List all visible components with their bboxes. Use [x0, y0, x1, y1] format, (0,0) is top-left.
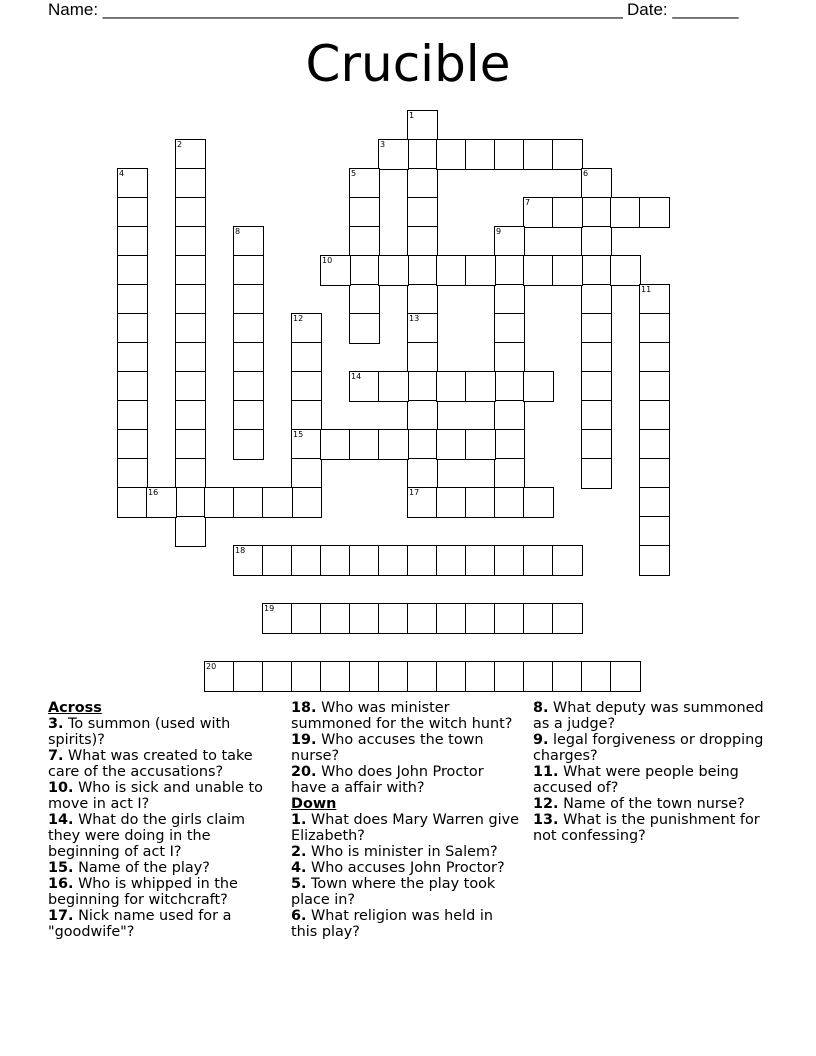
crossword-cell[interactable] — [523, 545, 554, 576]
clue-item — [533, 796, 765, 812]
clue-number: 1. — [291, 812, 307, 828]
crossword-cell[interactable] — [204, 487, 235, 518]
crossword-cell[interactable] — [494, 487, 525, 518]
cell-number: 4 — [119, 169, 125, 178]
clue-text: Who does John Proctor have a affair with? — [291, 764, 484, 796]
crossword-cell[interactable] — [117, 458, 148, 489]
crossword-cell[interactable] — [639, 371, 670, 402]
clue-column-3 — [533, 700, 765, 844]
crossword-cell[interactable] — [494, 313, 525, 344]
crossword-cell[interactable] — [233, 429, 264, 460]
clue-item — [291, 844, 523, 860]
crossword-cell[interactable] — [639, 313, 670, 344]
crossword-cell[interactable] — [494, 371, 525, 402]
crossword-cell[interactable] — [494, 661, 525, 692]
crossword-cell[interactable] — [610, 255, 641, 286]
crossword-cell[interactable] — [494, 545, 525, 576]
clue-number: 9. — [533, 732, 549, 748]
crossword-cell[interactable] — [262, 545, 293, 576]
crossword-cell[interactable] — [349, 371, 380, 402]
clue-item — [533, 732, 765, 764]
crossword-cell[interactable] — [407, 545, 438, 576]
crossword-cell[interactable] — [436, 255, 467, 286]
crossword-cell[interactable] — [320, 545, 351, 576]
crossword-cell[interactable] — [291, 429, 322, 460]
cell-number: 11 — [641, 285, 652, 294]
crossword-cell[interactable] — [552, 545, 583, 576]
crossword-cell[interactable] — [291, 603, 322, 634]
section-heading: Down — [291, 796, 337, 812]
clue-item — [533, 764, 765, 796]
crossword-cell[interactable] — [320, 429, 351, 460]
crossword-cell[interactable] — [581, 284, 612, 315]
cell-number: 13 — [409, 314, 420, 323]
clue-text: Name of the town nurse? — [558, 796, 745, 812]
crossword-cell[interactable] — [320, 603, 351, 634]
clue-text: Who was minister summoned for the witch hunt? — [291, 700, 513, 732]
crossword-cell[interactable] — [494, 400, 525, 431]
crossword-cell[interactable] — [349, 603, 380, 634]
clue-text: Who is sick and unable to move in act I? — [48, 780, 263, 812]
crossword-cell[interactable] — [407, 661, 438, 692]
section-heading: Across — [48, 700, 102, 716]
page-title: Crucible — [305, 35, 511, 93]
crossword-cell[interactable] — [175, 342, 206, 373]
clue-number: 6. — [291, 908, 307, 924]
crossword-cell[interactable] — [233, 313, 264, 344]
crossword-cell[interactable] — [378, 603, 409, 634]
clue-item — [48, 876, 280, 908]
cell-number: 5 — [351, 169, 357, 178]
crossword-cell[interactable] — [117, 429, 148, 460]
crossword-cell[interactable] — [378, 429, 409, 460]
crossword-cell[interactable] — [436, 661, 467, 692]
crossword-cell[interactable] — [523, 487, 554, 518]
crossword-cell[interactable] — [291, 458, 322, 489]
crossword-cell[interactable] — [349, 661, 380, 692]
crossword-cell[interactable] — [494, 603, 525, 634]
crossword-cell[interactable] — [233, 371, 264, 402]
crossword-cell[interactable] — [581, 168, 612, 199]
crossword-cell[interactable] — [175, 226, 206, 257]
cell-number: 10 — [322, 256, 333, 265]
crossword-cell[interactable] — [262, 661, 293, 692]
crossword-cell[interactable] — [581, 342, 612, 373]
clue-number: 8. — [533, 700, 549, 716]
clue-number: 13. — [533, 812, 559, 828]
clue-text: To summon (used with spirits)? — [48, 716, 231, 748]
crossword-cell[interactable] — [552, 603, 583, 634]
crossword-cell[interactable] — [436, 603, 467, 634]
crossword-cell[interactable] — [175, 197, 206, 228]
crossword-cell[interactable] — [291, 487, 322, 518]
crossword-cell[interactable] — [523, 197, 554, 228]
clue-column-1 — [48, 700, 280, 940]
crossword-cell[interactable] — [581, 371, 612, 402]
clue-item — [291, 876, 523, 908]
clue-text: What were people being accused of? — [533, 764, 739, 796]
clue-item — [48, 716, 280, 748]
cell-number: 16 — [148, 488, 159, 497]
clue-number: 4. — [291, 860, 307, 876]
clue-item — [291, 732, 523, 764]
clue-number: 14. — [48, 812, 74, 828]
crossword-cell[interactable] — [436, 429, 467, 460]
crossword-cell[interactable] — [407, 400, 438, 431]
crossword-cell[interactable] — [523, 603, 554, 634]
crossword-cell[interactable] — [523, 661, 554, 692]
crossword-cell[interactable] — [117, 371, 148, 402]
crossword-cell[interactable] — [639, 429, 670, 460]
crossword-cell[interactable] — [117, 400, 148, 431]
crossword-cell[interactable] — [436, 545, 467, 576]
crossword-cell[interactable] — [465, 371, 496, 402]
crossword-cell[interactable] — [349, 313, 380, 344]
crossword-cell[interactable] — [494, 458, 525, 489]
clue-item — [533, 700, 765, 732]
cell-number: 3 — [380, 140, 386, 149]
cell-number: 1 — [409, 111, 415, 120]
crossword-cell[interactable] — [378, 139, 409, 170]
crossword-cell[interactable] — [465, 545, 496, 576]
crossword-cell[interactable] — [117, 226, 148, 257]
clue-number: 10. — [48, 780, 74, 796]
crossword-cell[interactable] — [378, 661, 409, 692]
clue-item — [48, 860, 280, 876]
clue-number: 15. — [48, 860, 74, 876]
crossword-cell[interactable] — [320, 661, 351, 692]
cell-number: 20 — [206, 662, 217, 671]
date-field-label: Date: _______ — [627, 0, 739, 19]
crossword-cell[interactable] — [552, 139, 583, 170]
crossword-cell[interactable] — [436, 487, 467, 518]
crossword-cell[interactable] — [465, 429, 496, 460]
crossword-cell[interactable] — [523, 139, 554, 170]
crossword-cell[interactable] — [407, 603, 438, 634]
clue-text: What is the punishment for not confessing? — [533, 812, 760, 844]
cell-number: 6 — [583, 169, 589, 178]
name-field-label: Name: _______________________________________________________ — [48, 0, 623, 19]
crossword-cell[interactable] — [349, 226, 380, 257]
crossword-cell[interactable] — [639, 197, 670, 228]
crossword-cell[interactable] — [291, 313, 322, 344]
clue-text: Who is minister in Salem? — [306, 844, 498, 860]
crossword-cell[interactable] — [175, 516, 206, 547]
clue-number: 12. — [533, 796, 559, 812]
crossword-cell[interactable] — [494, 226, 525, 257]
crossword-cell[interactable] — [523, 255, 554, 286]
crossword-cell[interactable] — [117, 313, 148, 344]
crossword-cell[interactable] — [175, 255, 206, 286]
clue-number: 16. — [48, 876, 74, 892]
cell-number: 2 — [177, 140, 183, 149]
crossword-cell[interactable] — [320, 255, 351, 286]
crossword-cell[interactable] — [117, 284, 148, 315]
crossword-cell[interactable] — [407, 371, 438, 402]
crossword-cell[interactable] — [639, 516, 670, 547]
crossword-cell[interactable] — [117, 255, 148, 286]
crossword-cell[interactable] — [407, 197, 438, 228]
clue-text: Town where the play took place in? — [291, 876, 496, 908]
crossword-cell[interactable] — [494, 139, 525, 170]
crossword-cell[interactable] — [233, 255, 264, 286]
clue-text: Nick name used for a "goodwife"? — [48, 908, 232, 940]
crossword-cell[interactable] — [581, 400, 612, 431]
cell-number: 14 — [351, 372, 362, 381]
crossword-cell[interactable] — [349, 168, 380, 199]
crossword-cell[interactable] — [117, 342, 148, 373]
cell-number: 8 — [235, 227, 241, 236]
crossword-cell[interactable] — [233, 400, 264, 431]
crossword-cell[interactable] — [233, 342, 264, 373]
clue-text: What religion was held in this play? — [291, 908, 493, 940]
crossword-cell[interactable] — [552, 255, 583, 286]
clue-item — [48, 812, 280, 860]
crossword-cell[interactable] — [581, 661, 612, 692]
crossword-cell[interactable] — [378, 545, 409, 576]
crossword-cell[interactable] — [262, 487, 293, 518]
crossword-cell[interactable] — [639, 400, 670, 431]
clue-text: What do the girls claim they were doing in the beginning of act I? — [48, 812, 246, 860]
clue-number: 3. — [48, 716, 64, 732]
crossword-cell[interactable] — [175, 487, 206, 518]
crossword-cell[interactable] — [146, 487, 177, 518]
clue-item — [291, 764, 523, 796]
crossword-cell[interactable] — [349, 255, 380, 286]
crossword-cell[interactable] — [436, 139, 467, 170]
clue-item — [533, 812, 765, 844]
crossword-cell[interactable] — [407, 110, 438, 141]
crossword-cell[interactable] — [465, 139, 496, 170]
crossword-cell[interactable] — [407, 487, 438, 518]
clue-item — [48, 780, 280, 812]
crossword-cell[interactable] — [233, 487, 264, 518]
crossword-cell[interactable] — [262, 603, 293, 634]
crossword-cell[interactable] — [581, 313, 612, 344]
cell-number: 12 — [293, 314, 304, 323]
clue-column-2 — [291, 700, 523, 940]
crossword-cell[interactable] — [117, 487, 148, 518]
crossword-cell[interactable] — [523, 371, 554, 402]
clue-item — [291, 812, 523, 844]
crossword-cell[interactable] — [581, 197, 612, 228]
crossword-cell[interactable] — [407, 284, 438, 315]
crossword-cell[interactable] — [291, 545, 322, 576]
crossword-cell[interactable] — [233, 545, 264, 576]
crossword-cell[interactable] — [407, 255, 438, 286]
crossword-cell[interactable] — [175, 429, 206, 460]
clue-number: 7. — [48, 748, 64, 764]
clue-number: 2. — [291, 844, 307, 860]
crossword-cell[interactable] — [494, 255, 525, 286]
crossword-cell[interactable] — [407, 342, 438, 373]
clue-text: legal forgiveness or dropping charges? — [533, 732, 764, 764]
crossword-cell[interactable] — [465, 487, 496, 518]
crossword-cell[interactable] — [349, 197, 380, 228]
crossword-cell[interactable] — [407, 139, 438, 170]
crossword-cell[interactable] — [581, 458, 612, 489]
crossword-cell[interactable] — [552, 661, 583, 692]
crossword-cell[interactable] — [291, 342, 322, 373]
cell-number: 7 — [525, 198, 531, 207]
clue-number: 5. — [291, 876, 307, 892]
crossword-cell[interactable] — [639, 487, 670, 518]
crossword-cell[interactable] — [494, 342, 525, 373]
crossword-cell[interactable] — [175, 313, 206, 344]
crossword-cell[interactable] — [233, 226, 264, 257]
clue-text: What was created to take care of the accusations? — [48, 748, 253, 780]
crossword-cell[interactable] — [175, 139, 206, 170]
clue-text: Who accuses John Proctor? — [306, 860, 505, 876]
crossword-cell[interactable] — [436, 371, 467, 402]
clue-text: Who accuses the town nurse? — [291, 732, 484, 764]
clue-item — [291, 860, 523, 876]
clue-number: 17. — [48, 908, 74, 924]
clue-number: 11. — [533, 764, 559, 780]
clue-text: What does Mary Warren give Elizabeth? — [291, 812, 519, 844]
crossword-cell[interactable] — [465, 603, 496, 634]
crossword-cell[interactable] — [407, 226, 438, 257]
clue-text: Who is whipped in the beginning for witchcraft? — [48, 876, 238, 908]
crossword-cell[interactable] — [610, 197, 641, 228]
crossword-cell[interactable] — [175, 371, 206, 402]
crossword-cell[interactable] — [349, 545, 380, 576]
crossword-cell[interactable] — [175, 284, 206, 315]
cell-number: 18 — [235, 546, 246, 555]
crossword-cell[interactable] — [349, 429, 380, 460]
crossword-cell[interactable] — [494, 429, 525, 460]
crossword-cell[interactable] — [175, 458, 206, 489]
crossword-cell[interactable] — [610, 661, 641, 692]
cell-number: 17 — [409, 488, 420, 497]
crossword-cell[interactable] — [175, 400, 206, 431]
clue-number: 20. — [291, 764, 317, 780]
crossword-cell[interactable] — [639, 458, 670, 489]
crossword-cell[interactable] — [378, 255, 409, 286]
cell-number: 9 — [496, 227, 502, 236]
clue-number: 19. — [291, 732, 317, 748]
crossword-cell[interactable] — [291, 400, 322, 431]
crossword-cell[interactable] — [175, 168, 206, 199]
clue-number: 18. — [291, 700, 317, 716]
crossword-cell[interactable] — [233, 284, 264, 315]
crossword-cell[interactable] — [465, 661, 496, 692]
clue-text: Name of the play? — [73, 860, 210, 876]
cell-number: 19 — [264, 604, 275, 613]
crossword-cell[interactable] — [552, 197, 583, 228]
cell-number: 15 — [293, 430, 304, 439]
crossword-cell[interactable] — [204, 661, 235, 692]
clue-text: What deputy was summoned as a judge? — [533, 700, 764, 732]
crossword-cell[interactable] — [581, 226, 612, 257]
crossword-cell[interactable] — [407, 458, 438, 489]
crossword-cell[interactable] — [407, 313, 438, 344]
crossword-cell[interactable] — [117, 168, 148, 199]
crossword-cell[interactable] — [581, 255, 612, 286]
crossword-cell[interactable] — [465, 255, 496, 286]
clue-item — [48, 908, 280, 940]
clue-item — [48, 748, 280, 780]
crossword-cell[interactable] — [349, 284, 380, 315]
crossword-cell[interactable] — [233, 661, 264, 692]
crossword-cell[interactable] — [494, 284, 525, 315]
crossword-cell[interactable] — [378, 371, 409, 402]
crossword-cell[interactable] — [581, 429, 612, 460]
crossword-cell[interactable] — [639, 284, 670, 315]
crossword-cell[interactable] — [639, 545, 670, 576]
crossword-cell[interactable] — [291, 661, 322, 692]
crossword-cell[interactable] — [639, 342, 670, 373]
crossword-cell[interactable] — [117, 197, 148, 228]
clue-item — [291, 700, 523, 732]
clue-item — [291, 908, 523, 940]
crossword-cell[interactable] — [291, 371, 322, 402]
crossword-cell[interactable] — [407, 168, 438, 199]
crossword-cell[interactable] — [407, 429, 438, 460]
